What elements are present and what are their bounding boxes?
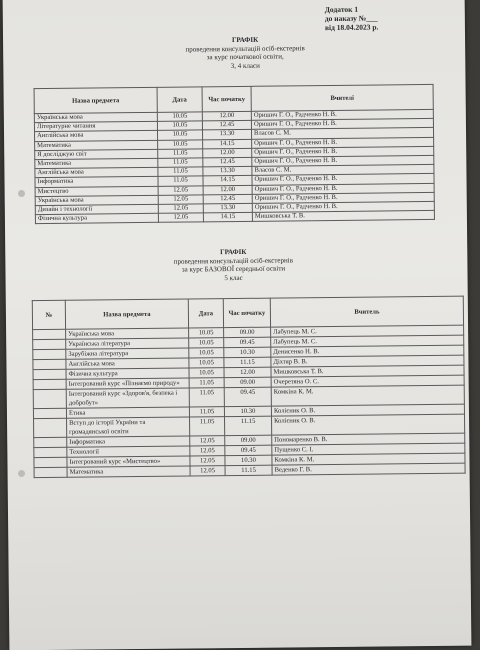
number-cell — [34, 418, 67, 437]
subject-cell: Математика — [35, 140, 158, 150]
schedule-grades: 3, 4 класи — [230, 61, 260, 70]
column-header-subject: Назва предмета — [65, 299, 188, 329]
teacher-cell: Денисенко Н. В. — [271, 345, 464, 357]
subject-cell: Фізична культура — [66, 368, 189, 379]
date-cell: 10.05 — [189, 368, 224, 378]
date-cell: 11.05 — [158, 167, 203, 177]
binder-hole — [18, 470, 25, 477]
subject-cell: Технології — [67, 446, 190, 457]
date-cell: 11.05 — [158, 158, 203, 168]
time-cell: 11.15 — [224, 357, 271, 367]
date-cell: 11.05 — [158, 176, 203, 186]
number-cell — [33, 339, 66, 349]
time-cell: 13.30 — [203, 130, 252, 140]
date-cell: 11.05 — [189, 407, 224, 417]
teacher-cell: Мишковська Т. В. — [252, 211, 434, 222]
teacher-cell: Комкіна К. М. — [272, 453, 465, 465]
teacher-cell: Оришич Г. О., Радченко Н. В. — [252, 137, 434, 148]
time-cell: 12.00 — [202, 111, 251, 121]
number-cell — [33, 369, 66, 379]
time-cell: 10.30 — [224, 347, 271, 357]
subject-cell: Вступ до історії України та громадянської освіти — [67, 417, 190, 437]
number-cell — [33, 329, 66, 339]
date-cell: 11.05 — [189, 378, 224, 388]
teacher-cell: Мишковська Т. В. — [271, 365, 464, 377]
time-cell: 12.00 — [203, 148, 252, 158]
teacher-cell: Очеретяна О. С. — [271, 375, 464, 387]
teacher-cell: Колієник О. В. — [271, 414, 464, 435]
teacher-cell: Оришич Г. О., Радченко Н. В. — [252, 201, 434, 212]
time-cell: 09.00 — [225, 435, 272, 445]
teacher-cell: Оришич Г. О., Радченко Н. В. — [252, 192, 434, 203]
time-cell: 09.45 — [224, 387, 271, 406]
schedule-heading: ГРАФІК — [231, 35, 259, 45]
date-cell: 10.05 — [158, 130, 203, 140]
subject-cell: Мистецтво — [35, 186, 158, 196]
number-cell — [34, 447, 67, 457]
time-cell: 12.45 — [203, 157, 252, 167]
date-cell: 12.05 — [158, 213, 203, 223]
date-cell: 12.05 — [190, 436, 225, 446]
column-header-subject: Назва предмета — [34, 87, 157, 113]
schedule-title-basic — [83, 246, 383, 283]
subject-cell: Інтегрований курс «Пізнаємо природу» — [66, 378, 189, 389]
appendix-line-3: від 18.04.2023 р. — [324, 22, 379, 33]
time-cell: 14.15 — [203, 139, 252, 149]
subject-cell: Дизайн і технології — [35, 204, 158, 214]
column-header-date: Дата — [188, 299, 223, 328]
date-cell: 10.05 — [189, 348, 224, 358]
date-cell: 10.05 — [189, 338, 224, 348]
date-cell: 12.05 — [190, 456, 225, 466]
date-cell: 11.05 — [158, 149, 203, 159]
appendix-note — [325, 5, 379, 33]
subject-cell: Етика — [66, 407, 189, 418]
schedule-title-primary — [95, 34, 395, 71]
schedule-subtitle: за курс БАЗОВОЇ середньої освіти — [181, 264, 286, 274]
date-cell: 12.05 — [190, 466, 225, 476]
subject-cell: Літературне читання — [34, 122, 157, 132]
subject-cell: Англійська мова — [35, 168, 158, 178]
time-cell: 13.30 — [203, 203, 252, 213]
time-cell: 14.15 — [203, 176, 252, 186]
schedule-grades: 5 клас — [224, 273, 243, 282]
number-cell — [34, 457, 67, 467]
subject-cell: Українська мова — [34, 112, 157, 122]
date-cell: 12.05 — [190, 446, 225, 456]
table-header-row — [32, 296, 463, 330]
time-cell: 12.00 — [203, 185, 252, 195]
teacher-cell: Діхтяр В. В. — [271, 355, 464, 367]
schedule-heading: ГРАФІК — [220, 247, 247, 257]
subject-cell: Інформатика — [67, 436, 190, 447]
time-cell: 12.45 — [203, 194, 252, 204]
date-cell: 10.05 — [189, 358, 224, 368]
time-cell: 11.15 — [225, 465, 272, 475]
teacher-cell: Оришич Г. О., Радченко Н. В. — [251, 119, 433, 130]
document-page — [3, 0, 472, 650]
subject-cell: Інтегрований курс «Мистецтво» — [67, 456, 190, 467]
subject-cell: Інформатика — [35, 177, 158, 187]
subject-cell: Математика — [67, 466, 190, 477]
schedule-subtitle: проведення консультацій осіб-екстернів — [173, 255, 294, 266]
teacher-cell: Пущенко С. І. — [272, 443, 465, 455]
number-cell — [33, 349, 66, 359]
column-header-time: Час початку — [202, 86, 251, 112]
number-cell — [34, 467, 67, 477]
teacher-cell: Оришич Г. О., Радченко Н. В. — [252, 174, 434, 185]
appendix-line-1: Додаток 1 — [324, 4, 359, 15]
subject-cell: Українська мова — [66, 328, 189, 339]
basic-schedule-table — [32, 296, 466, 479]
date-cell: 10.05 — [157, 121, 202, 131]
teacher-cell: Оришич Г. О., Радченко Н. В. — [252, 155, 434, 166]
date-cell: 11.05 — [189, 388, 224, 407]
teacher-cell: Веденко Г. В. — [272, 463, 465, 475]
subject-cell: Англійська мова — [66, 358, 189, 369]
subject-cell: Англійська мова — [35, 131, 158, 141]
time-cell: 11.15 — [225, 416, 272, 435]
schedule-subtitle: проведення консультацій осіб-екстернів — [185, 43, 305, 54]
time-cell: 10.30 — [224, 406, 271, 416]
number-cell — [33, 408, 66, 418]
teacher-cell: Оришич Г. О., Радченко Н. В. — [252, 183, 434, 194]
subject-cell: Фізична культура — [35, 214, 158, 224]
date-cell: 10.05 — [157, 112, 202, 122]
date-cell: 12.05 — [158, 195, 203, 205]
column-header-time: Час початку — [223, 298, 270, 327]
column-header-teachers: Вчителі — [251, 84, 433, 111]
primary-schedule-table — [34, 84, 435, 225]
time-cell: 09.00 — [224, 327, 271, 337]
time-cell: 12.45 — [202, 121, 251, 131]
subject-cell: Математика — [35, 158, 158, 168]
time-cell: 12.00 — [224, 367, 271, 377]
date-cell: 11.05 — [190, 417, 225, 436]
teacher-cell: Пономаренко В. В. — [272, 433, 465, 445]
date-cell: 10.05 — [158, 139, 203, 149]
time-cell: 09.00 — [224, 377, 271, 387]
time-cell: 13.30 — [203, 167, 252, 177]
teacher-cell: Оришич Г. О., Радченко Н. В. — [251, 109, 433, 120]
appendix-line-2: до наказу №___ — [324, 13, 378, 24]
number-cell — [33, 359, 66, 369]
time-cell: 09.45 — [224, 337, 271, 347]
subject-cell: Я досліджую світ — [35, 149, 158, 159]
time-cell: 14.15 — [203, 213, 252, 223]
teacher-cell: Лабупець М. С. — [271, 335, 464, 347]
teacher-cell: Оришич Г. О., Радченко Н. В. — [252, 146, 434, 157]
teacher-cell: Власов С. М. — [251, 128, 433, 139]
binder-hole — [18, 190, 25, 197]
teacher-cell: Власов С. М. — [252, 165, 434, 176]
subject-cell: Інтегрований курс «Здоров'я, безпека і добробут» — [66, 388, 189, 408]
time-cell: 10.30 — [225, 455, 272, 465]
number-cell — [34, 437, 67, 447]
date-cell: 10.05 — [189, 328, 224, 338]
time-cell: 09.45 — [225, 445, 272, 455]
column-header-teacher: Вчитель — [270, 296, 463, 327]
date-cell: 12.05 — [158, 185, 203, 195]
number-cell — [33, 379, 66, 389]
number-cell — [33, 389, 66, 408]
teacher-cell: Комкіна К. М. — [271, 385, 464, 406]
column-header-date: Дата — [157, 87, 202, 112]
teacher-cell: Лабупець М. С. — [271, 325, 464, 337]
subject-cell: Українська література — [66, 338, 189, 349]
subject-cell: Українська мова — [35, 195, 158, 205]
column-header-number: № — [32, 300, 65, 329]
schedule-subtitle: за курс початкової освіти, — [206, 52, 284, 62]
subject-cell: Зарубіжна література — [66, 348, 189, 359]
date-cell: 12.05 — [158, 204, 203, 214]
teacher-cell: Колієник О. В. — [271, 404, 464, 416]
